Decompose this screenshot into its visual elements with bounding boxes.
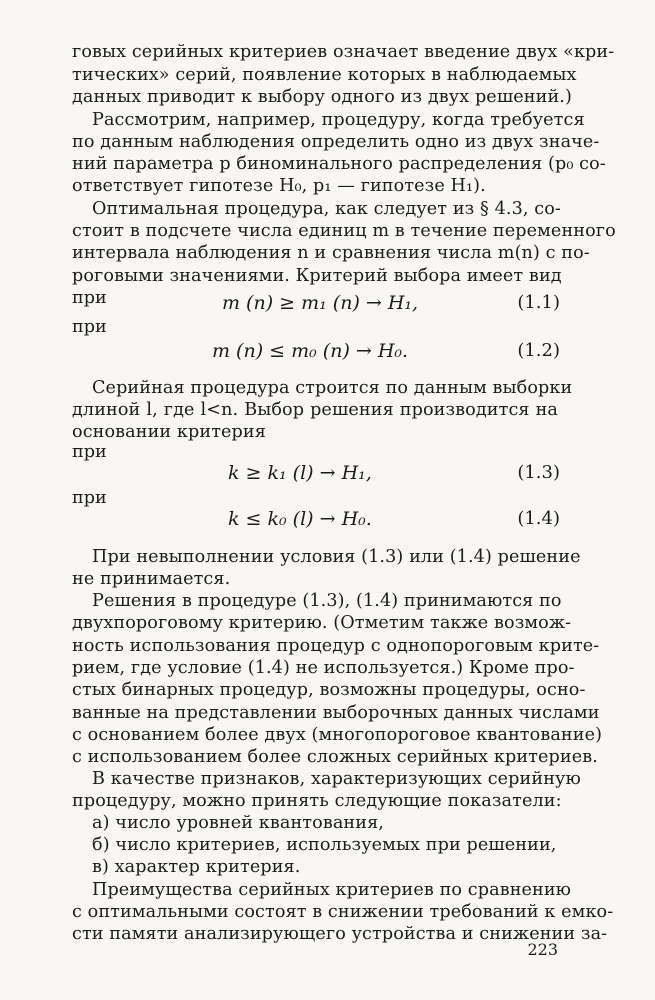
text-line: данных приводит к выбору одного из двух решений.) <box>72 87 572 107</box>
text-line: Решения в процедуре (1.3), (1.4) принимаются по <box>92 591 562 611</box>
text-line: сти памяти анализирующего устройства и снижении за- <box>72 924 608 944</box>
text-line: двухпороговому критерию. (Отметим также возмож- <box>72 613 572 633</box>
text-line: с основанием более двух (многопороговое квантование) <box>72 725 603 745</box>
formula-1-4: k ≤ k₀ (l) → H₀. <box>228 508 372 530</box>
text-line: процедуру, можно принять следующие показатели: <box>72 791 562 811</box>
text-line: основании критерия <box>72 422 266 442</box>
pri-label: при <box>72 317 107 337</box>
formula-number-1-2: (1.2) <box>517 340 560 361</box>
pri-label: при <box>72 442 107 462</box>
pri-label: при <box>72 488 107 508</box>
pri-label: при <box>72 288 107 308</box>
text-line: Преимущества серийных критериев по сравнению <box>92 880 572 900</box>
list-item: а) число уровней квантования, <box>92 813 384 833</box>
text-line: При невыполнении условия (1.3) или (1.4) решение <box>92 547 581 567</box>
text-line: не принимается. <box>72 569 231 589</box>
text-line: интервала наблюдения n и сравнения числа m(n) с по- <box>72 243 590 263</box>
text-line: с оптимальными состоят в снижении требований к емко- <box>72 902 614 922</box>
text-line: говых серийных критериев означает введение двух «кри- <box>72 42 615 62</box>
formula-1-2: m (n) ≤ m₀ (n) → H₀. <box>212 340 409 362</box>
text-line: Оптимальная процедура, как следует из § 4.3, со- <box>92 199 561 219</box>
text-line: стых бинарных процедур, возможны процедуры, осно- <box>72 680 586 700</box>
formula-1-3: k ≥ k₁ (l) → H₁, <box>228 462 372 484</box>
list-item: в) характер критерия. <box>92 857 301 877</box>
formula-number-1-4: (1.4) <box>517 508 560 529</box>
text-line: ответствует гипотезе H₀, p₁ — гипотезе H₁). <box>72 176 486 196</box>
text-line: ний параметра p биноминального распределения (p₀ со- <box>72 154 606 174</box>
text-line: рием, где условие (1.4) не используется.) Кроме про- <box>72 658 575 678</box>
text-line: Серийная процедура строится по данным выборки <box>92 378 573 398</box>
formula-number-1-1: (1.1) <box>517 292 560 313</box>
formula-number-1-3: (1.3) <box>517 462 560 483</box>
text-line: тических» серий, появление которых в наблюдаемых <box>72 65 577 85</box>
text-line: стоит в подсчете числа единиц m в течение переменного <box>72 221 616 241</box>
text-line: ность использования процедур с однопороговым крите- <box>72 636 600 656</box>
page-number: 223 <box>527 940 558 959</box>
text-line: В качестве признаков, характеризующих серийную <box>92 769 581 789</box>
text-line: роговыми значениями. Критерий выбора имеет вид <box>72 266 562 286</box>
text-line: длиной l, где l<n. Выбор решения производится на <box>72 400 558 420</box>
text-line: с использованием более сложных серийных критериев. <box>72 747 598 767</box>
list-item: б) число критериев, используемых при решении, <box>92 835 557 855</box>
text-line: Рассмотрим, например, процедуру, когда требуется <box>92 110 585 130</box>
text-line: по данным наблюдения определить одно из двух значе- <box>72 132 600 152</box>
text-line: ванные на представлении выборочных данных числами <box>72 703 600 723</box>
formula-1-1: m (n) ≥ m₁ (n) → H₁, <box>222 292 419 314</box>
